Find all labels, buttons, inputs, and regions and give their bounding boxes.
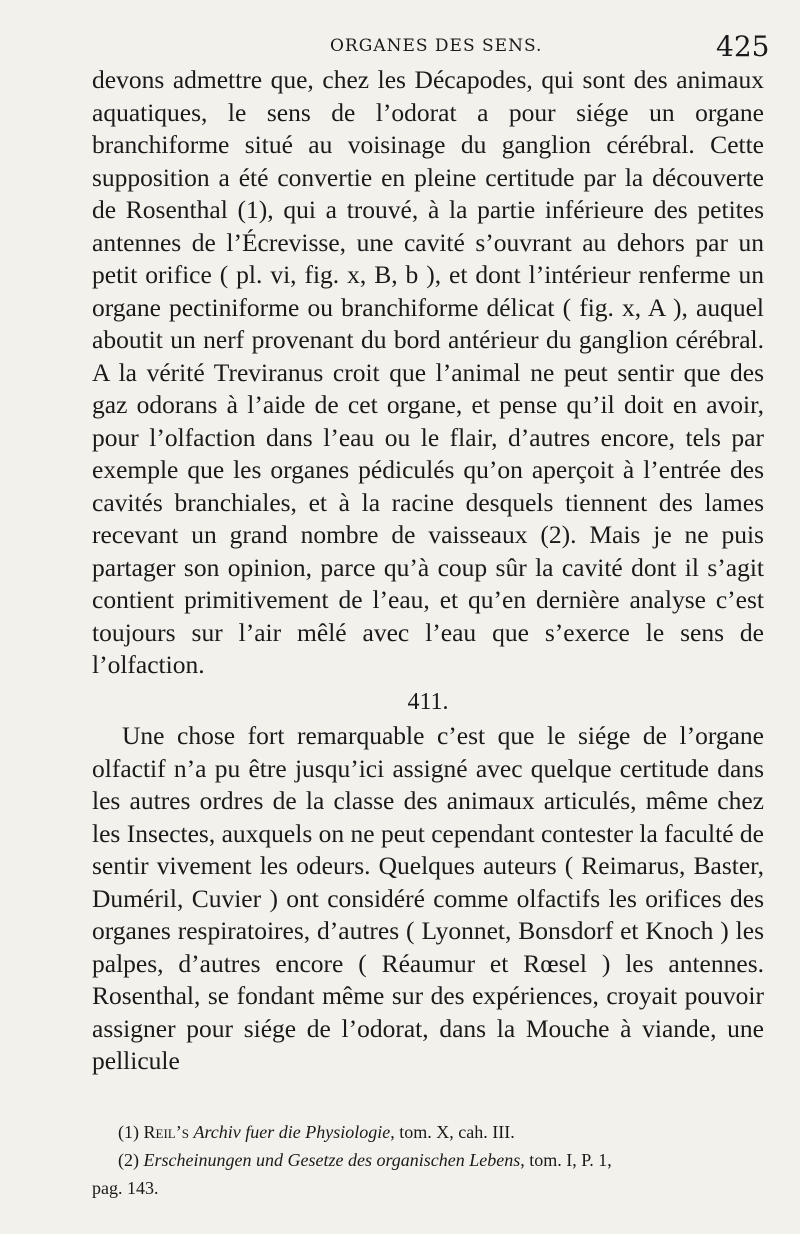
footnote <box>92 1146 764 1174</box>
footnote-title: Archiv fuer die Physiologie <box>193 1122 391 1142</box>
footnotes <box>92 1118 764 1202</box>
body-text <box>92 64 764 1078</box>
footnote-number: (2) <box>118 1150 139 1170</box>
paragraph: devons admettre que, chez les Décapodes, qui sont des animaux aquatiques, le sens de l’odorat a pour siége un organe branchiforme situé au voisinage du ganglion cérébral. Cette supposition a été convertie en pleine certitude par la découverte de Rosenthal (1), qui a trouvé, à la partie inférieure des petites antennes de l’Écrevisse, une cavité s’ouvrant au dehors par un petit orifice ( pl. vi, fig. x, B, b ), et dont l’intérieur renferme un organe pectiniforme ou branchiforme délicat ( fig. x, A ), auquel aboutit un nerf provenant du bord antérieur du ganglion cérébral. A la vérité Treviranus croit que l’animal ne peut sentir que des gaz odorans à l’aide de cet organe, et pense qu’il doit en avoir, pour l’olfaction dans l’eau ou le flair, d’autres encore, tels par exemple que les organes pédiculés qu’on aperçoit à l’entrée des cavités branchiales, et à la racine desquels tiennent des lames recevant un grand nombre de vaisseaux (2). Mais je ne puis partager son opinion, parce qu’à coup sûr la cavité dont il s’agit contient primitivement de l’eau, et qu’en dernière analyse c’est toujours sur l’air mêlé avec l’eau que s’exerce le sens de l’olfaction. <box>92 65 764 679</box>
footnote-rest: , tom. I, P. 1, <box>520 1150 612 1170</box>
footnote-title: Erscheinungen und Gesetze des organischen Lebens <box>143 1150 521 1170</box>
footnote-rest: , tom. X, cah. III. <box>390 1122 515 1142</box>
footnote <box>92 1118 764 1146</box>
section-number: 411. <box>407 688 449 715</box>
footnote-continuation: pag. 143. <box>92 1178 159 1198</box>
page-header <box>0 28 800 68</box>
running-head: ORGANES DES SENS. <box>330 36 543 56</box>
footnote-author: Reil’s <box>143 1122 189 1142</box>
paragraph: Une chose fort remarquable c’est que le siége de l’organe olfactif n’a pu être jusqu’ici assigné avec quelque certitude dans les autres ordres de la classe des animaux articulés, même chez les Insectes, auxquels on ne peut cependant contester la faculté de sentir vivement les odeurs. Quelques auteurs ( Reimarus, Baster, Duméril, Cuvier ) ont considéré comme olfactifs les orifices des organes respiratoires, d’autres ( Lyonnet, Bonsdorf et Knoch ) les palpes, d’autres encore ( Réaumur et Rœsel ) les antennes. Rosenthal, se fondant même sur des expériences, croyait pouvoir assigner pour siége de l’odorat, dans la Mouche à viande, une pellicule <box>92 721 764 1075</box>
page-number: 425 <box>716 30 770 63</box>
footnote-number: (1) <box>118 1122 139 1142</box>
